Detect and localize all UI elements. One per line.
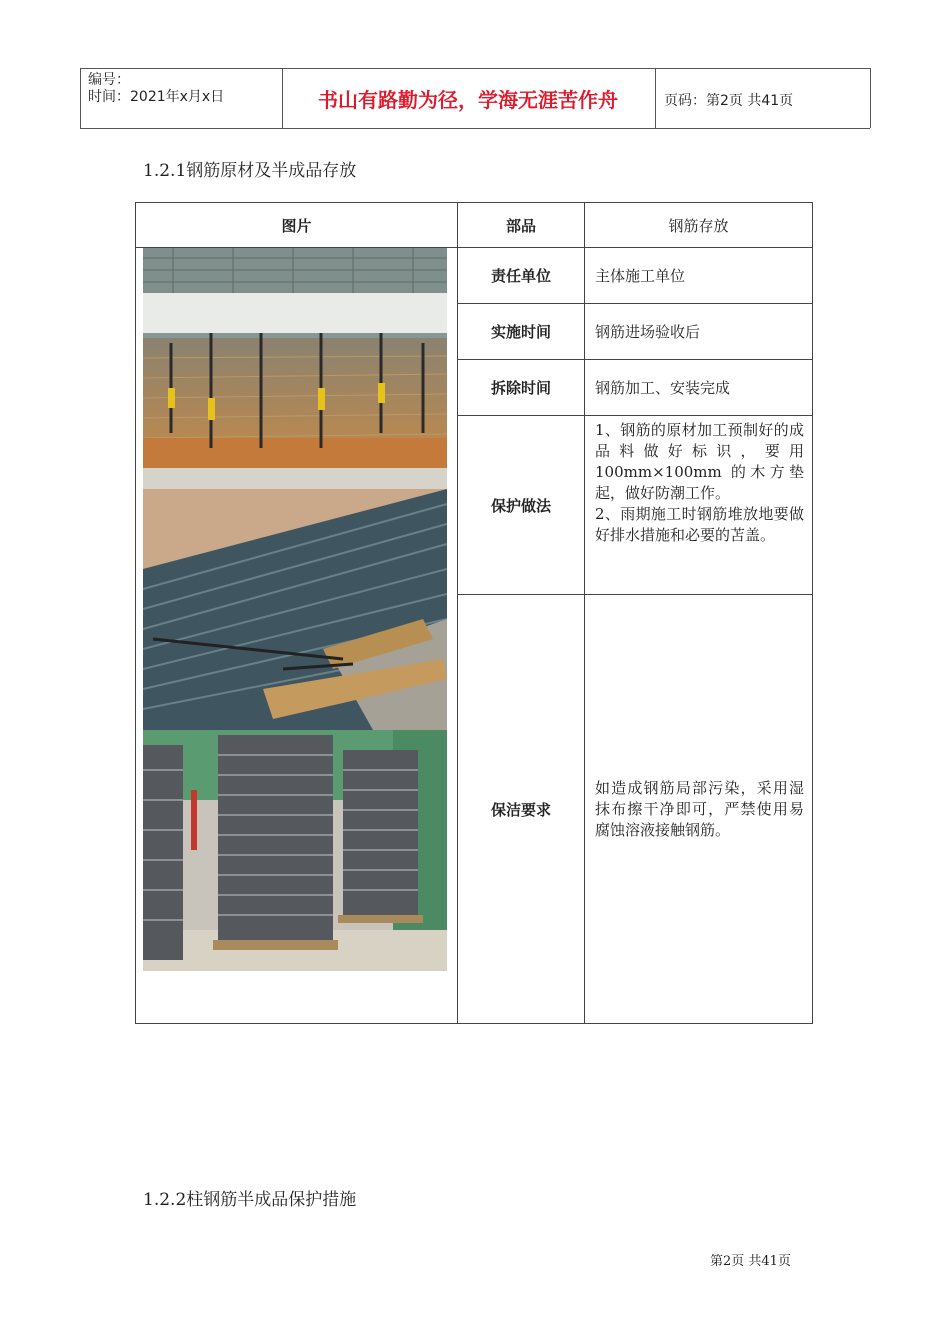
section-title-2: 1.2.2柱钢筋半成品保护措施 [143,1190,357,1210]
row-value-protection: 1、钢筋的原材加工预制好的成品料做好标识，要用100mm×100mm 的木方垫起，做好防潮工作。 2、雨期施工时钢筋堆放地要做好排水措施和必要的苫盖。 [585,416,813,595]
row-value-start-time: 钢筋进场验收后 [585,304,813,360]
page-footer: 第2页 共41页 [710,1254,791,1269]
rebar-on-timber-photo [143,489,447,730]
part-value: 钢筋存放 [585,203,813,248]
header-divider [870,68,871,128]
row-label-responsible: 责任单位 [458,248,585,304]
row-value-responsible: 主体施工单位 [585,248,813,304]
rebar-mesh-stack-photo [143,730,447,971]
time-label: 时间：2021年x月x日 [88,89,225,105]
row-value-removal-time: 钢筋加工、安装完成 [585,360,813,416]
header-picture: 图片 [136,203,458,248]
header-divider [80,68,81,128]
header-divider [655,68,656,128]
header-part: 部品 [458,203,585,248]
header-meta [88,72,224,106]
row-label-start-time: 实施时间 [458,304,585,360]
header-page-label: 页码：第2页 共41页 [664,93,794,109]
row-label-cleaning: 保洁要求 [458,595,585,1024]
row-label-protection: 保护做法 [458,416,585,595]
storage-table [135,202,813,1024]
row-label-removal-time: 拆除时间 [458,360,585,416]
photo-column [136,248,458,1024]
row-value-cleaning: 如造成钢筋局部污染，采用湿抹布擦干净即可，严禁使用易腐蚀溶液接触钢筋。 [585,595,813,1024]
rebar-stock-photo [143,248,447,489]
number-label: 编号： [88,72,130,88]
section-title-1: 1.2.1钢筋原材及半成品存放 [143,161,357,181]
header-bottom-rule [80,128,870,129]
header-top-rule [80,68,870,69]
header-motto: 书山有路勤为径，学海无涯苦作舟 [318,88,618,112]
